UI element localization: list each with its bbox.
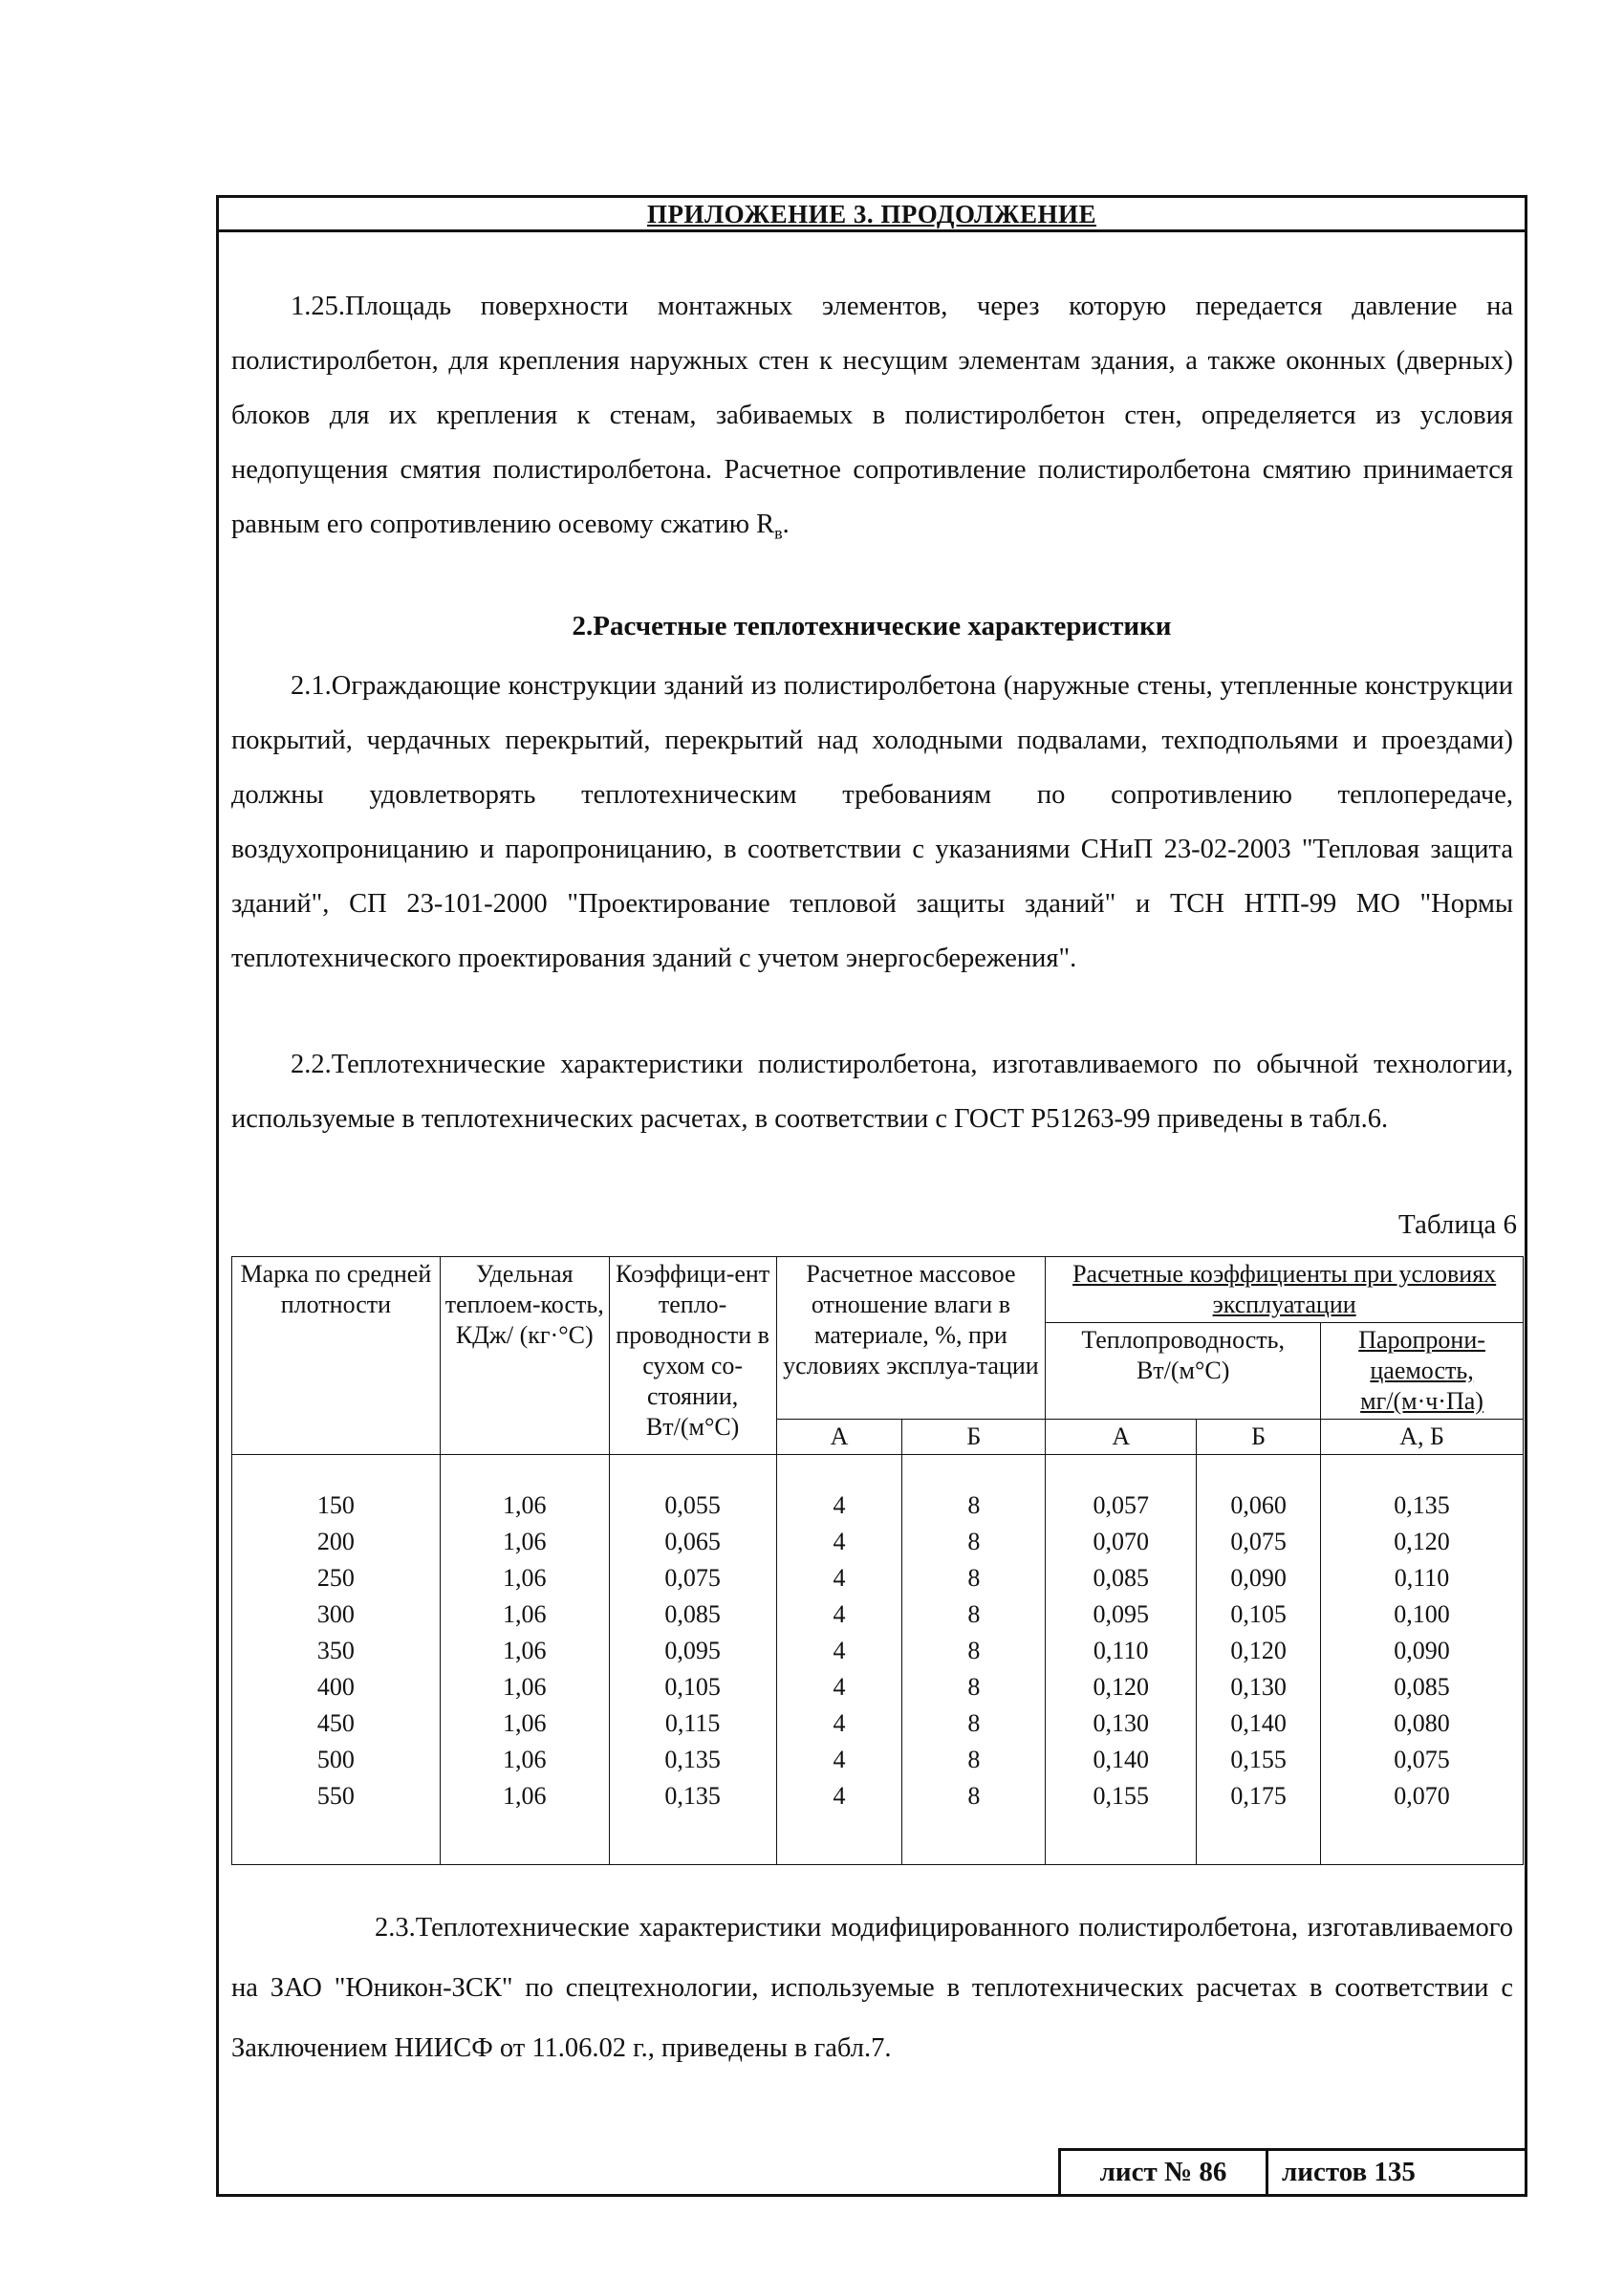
table-cell: 4 [776,1596,902,1633]
table-cell: 0,055 [609,1487,776,1524]
table-cell: 0,070 [1321,1778,1524,1814]
table-cell: 4 [776,1524,902,1560]
table-cell: 0,130 [1046,1705,1197,1742]
page-frame [216,195,1527,2197]
table-cell: 500 [232,1742,441,1778]
table-cell: 8 [902,1669,1046,1705]
table-cell: 8 [902,1742,1046,1778]
table-row [232,1705,1524,1742]
table-cell: 0,120 [1321,1524,1524,1560]
table-row [232,1778,1524,1814]
table-cell: 0,065 [609,1524,776,1560]
table-cell: 0,095 [1046,1596,1197,1633]
table-cell: 0,090 [1197,1560,1321,1596]
table-6 [231,1256,1524,1865]
table-cell: 8 [902,1705,1046,1742]
table-cell: 4 [776,1778,902,1814]
table-cell: 4 [776,1560,902,1596]
table-row [232,1560,1524,1596]
header-grade: Марка по средней плотности [232,1257,441,1455]
table-cell: 0,095 [609,1633,776,1669]
table-cell: 0,057 [1046,1487,1197,1524]
sheet-number: лист № 86 [1061,2151,1268,2194]
table-cell: 550 [232,1778,441,1814]
table-cell: 0,110 [1046,1633,1197,1669]
table-cell: 1,06 [440,1778,609,1814]
table-cell: 350 [232,1633,441,1669]
header-calc-coeffs: Расчетные коэффициенты при условиях эксплуатации [1046,1257,1524,1323]
table-cell: 4 [776,1633,902,1669]
table-cell: 0,105 [1197,1596,1321,1633]
table-cell: 400 [232,1669,441,1705]
table-cell: 0,155 [1197,1742,1321,1778]
table-cell: 0,120 [1197,1633,1321,1669]
table-cell: 4 [776,1487,902,1524]
table-row [232,1669,1524,1705]
table-cell: 0,080 [1321,1705,1524,1742]
table-row [232,1524,1524,1560]
sheet-count: листов 135 [1282,2157,1416,2187]
table-cell: 0,075 [1197,1524,1321,1560]
table-cell: 1,06 [440,1705,609,1742]
table-cell: 0,155 [1046,1778,1197,1814]
table-cell: 0,120 [1046,1669,1197,1705]
table-cell: 250 [232,1560,441,1596]
table-cell: 0,140 [1197,1705,1321,1742]
table-cell: 8 [902,1633,1046,1669]
table-cell: 8 [902,1524,1046,1560]
section-2-title: 2.Расчетные теплотехнические характеристики [572,611,1172,641]
table-cell: 1,06 [440,1669,609,1705]
table-cell: 8 [902,1487,1046,1524]
page-header: ПРИЛОЖЕНИЕ 3. ПРОДОЛЖЕНИЕ [219,198,1525,232]
sheet-number-box [1058,2148,1525,2194]
header-conductivity-dry: Коэффици-ент тепло-проводности в сухом со-стоянии, Вт/(м°С) [609,1257,776,1455]
table-cell: 4 [776,1669,902,1705]
table-cell: 0,085 [1046,1560,1197,1596]
header-conductivity-a: А [1046,1420,1197,1455]
table-cell: 300 [232,1596,441,1633]
table-row [232,1633,1524,1669]
table-cell: 0,075 [1321,1742,1524,1778]
table-cell: 450 [232,1705,441,1742]
table-cell: 1,06 [440,1742,609,1778]
table-cell: 0,115 [609,1705,776,1742]
paragraph-2-3: 2.3.Теплотехнические характеристики модифицированного полистиролбетона, изготавливаемого на ЗАО "Юникон-ЗСК" по спецтехнологии, используемые в теплотехнических расчетах в соответствии с Заключением НИИСФ от 11.06.02 г., приведены в габл.7. [231,1913,1513,2063]
table-cell: 0,075 [609,1560,776,1596]
table-6-caption: Таблица 6 [1397,1209,1517,1240]
paragraph-2-2: 2.2.Теплотехнические характеристики полистиролбетона, изготавливаемого по обычной технологии, используемые в теплотехнических расчетах, в соответствии с ГОСТ Р51263-99 приведены в табл.6. [231,1050,1513,1134]
table-cell: 4 [776,1742,902,1778]
header-conductivity-b: Б [1197,1420,1321,1455]
table-cell: 1,06 [440,1487,609,1524]
table-cell: 0,135 [609,1742,776,1778]
header-moisture-a: А [776,1420,902,1455]
table-cell: 200 [232,1524,441,1560]
table-cell: 4 [776,1705,902,1742]
header-moisture: Расчетное массовое отношение влаги в материале, %, при условиях эксплуа-тации [776,1257,1046,1420]
table-cell: 8 [902,1778,1046,1814]
table-cell: 1,06 [440,1524,609,1560]
table-cell: 0,070 [1046,1524,1197,1560]
table-cell: 0,110 [1321,1560,1524,1596]
header-vapor-ab: А, Б [1321,1420,1524,1455]
table-cell: 0,100 [1321,1596,1524,1633]
table-cell: 1,06 [440,1633,609,1669]
table-cell: 0,135 [609,1778,776,1814]
paragraph-1-25: 1.25.Площадь поверхности монтажных элементов, через которую передается давление на полистиролбетон, для крепления наружных стен к несущим элементам здания, а также оконных (дверных) блоков для их крепления к стенам, забиваемых в полистиролбетон стен, определяется из условия недопущения смятия полистиролбетона. Расчетное сопротивление полистиролбетона смятию принимается равным его сопротивлению осевому сжатию $R_в$. [231,292,1513,543]
table-cell: 8 [902,1560,1046,1596]
table-cell: 0,140 [1046,1742,1197,1778]
table-cell: 0,085 [1321,1669,1524,1705]
paragraph-2-1: 2.1.Ограждающие конструкции зданий из полистиролбетона (наружные стены, утепленные конструкции покрытий, чердачных перекрытий, перекрытий над холодными подвалами, техподпольями и проездами) должны удовлетворять теплотехническим требованиям по сопротивлению теплопередаче, воздухопроницанию и паропроницанию, в соответствии с указаниями СНиП 23-02-2003 "Тепловая защита зданий", СП 23-101-2000 "Проектирование тепловой защиты зданий" и ТСН НТП-99 МО "Нормы теплотехнического проектирования зданий с учетом энергосбережения". [231,671,1513,973]
table-cell: 0,130 [1197,1669,1321,1705]
table-cell: 1,06 [440,1560,609,1596]
table-cell: 0,135 [1321,1487,1524,1524]
table-row [232,1487,1524,1524]
table-cell: 0,105 [609,1669,776,1705]
header-heat-capacity: Удельная теплоем-кость, КДж/ (кг·°С) [440,1257,609,1455]
table-cell: 0,085 [609,1596,776,1633]
header-conductivity: Теплопроводность, Вт/(м°С) [1046,1323,1321,1420]
table-cell: 150 [232,1487,441,1524]
table-cell: 0,090 [1321,1633,1524,1669]
table-row [232,1742,1524,1778]
table-cell: 8 [902,1596,1046,1633]
header-vapor: Паропрони-цаемость, мг/(м·ч·Па) [1321,1323,1524,1420]
table-row [232,1596,1524,1633]
table-cell: 0,060 [1197,1487,1321,1524]
header-moisture-b: Б [902,1420,1046,1455]
table-cell: 0,175 [1197,1778,1321,1814]
table-cell: 1,06 [440,1596,609,1633]
